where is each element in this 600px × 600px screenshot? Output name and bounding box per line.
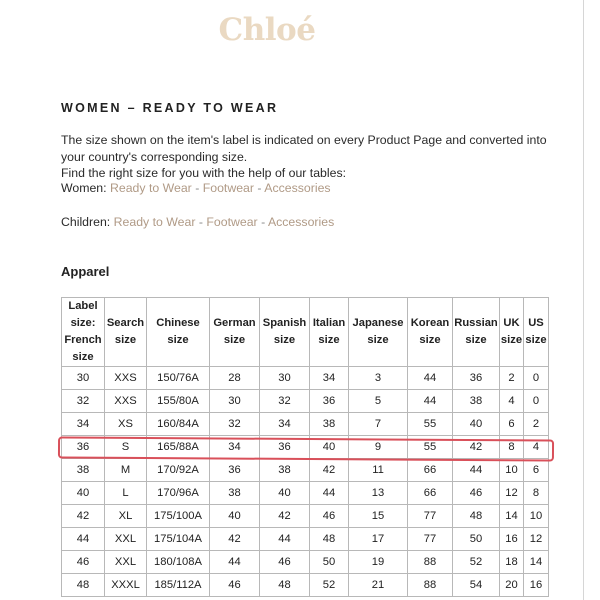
cell-us-size: 0 xyxy=(524,390,549,413)
cell-russian-size: 38 xyxy=(453,390,500,413)
cell-french-size: 36 xyxy=(62,436,105,459)
header-us-size: US size xyxy=(524,298,549,367)
cell-chinese-size: 180/108A xyxy=(147,551,210,574)
cell-italian-size: 50 xyxy=(310,551,349,574)
cell-japanese-size: 19 xyxy=(349,551,408,574)
cell-korean-size: 44 xyxy=(408,390,453,413)
cell-russian-size: 42 xyxy=(453,436,500,459)
cell-chinese-size: 175/100A xyxy=(147,505,210,528)
cell-search-size: XXL xyxy=(105,528,147,551)
cell-search-size: S xyxy=(105,436,147,459)
cell-search-size: XXXL xyxy=(105,574,147,597)
cell-spanish-size: 32 xyxy=(260,390,310,413)
cell-chinese-size: 170/96A xyxy=(147,482,210,505)
cell-spanish-size: 30 xyxy=(260,367,310,390)
cell-us-size: 10 xyxy=(524,505,549,528)
cell-search-size: L xyxy=(105,482,147,505)
women-links-prefix: Women: xyxy=(61,181,107,195)
link-separator: - xyxy=(257,181,262,195)
cell-korean-size: 77 xyxy=(408,505,453,528)
cell-german-size: 34 xyxy=(210,436,260,459)
cell-korean-size: 66 xyxy=(408,482,453,505)
children-link-footwear[interactable]: Footwear xyxy=(206,215,258,229)
cell-italian-size: 46 xyxy=(310,505,349,528)
table-row xyxy=(62,390,549,413)
header-french-size: Label size: French size xyxy=(62,298,105,367)
cell-uk-size: 8 xyxy=(500,436,524,459)
cell-japanese-size: 11 xyxy=(349,459,408,482)
cell-uk-size: 4 xyxy=(500,390,524,413)
link-separator: - xyxy=(195,181,200,195)
cell-chinese-size: 150/76A xyxy=(147,367,210,390)
cell-us-size: 12 xyxy=(524,528,549,551)
cell-uk-size: 2 xyxy=(500,367,524,390)
cell-russian-size: 48 xyxy=(453,505,500,528)
children-link-ready-to-wear[interactable]: Ready to Wear xyxy=(113,215,196,229)
cell-search-size: XXS xyxy=(105,390,147,413)
children-links xyxy=(61,215,334,229)
cell-spanish-size: 48 xyxy=(260,574,310,597)
cell-japanese-size: 7 xyxy=(349,413,408,436)
table-header-row xyxy=(62,298,549,367)
cell-spanish-size: 36 xyxy=(260,436,310,459)
cell-chinese-size: 170/92A xyxy=(147,459,210,482)
cell-korean-size: 55 xyxy=(408,436,453,459)
women-link-ready-to-wear[interactable]: Ready to Wear xyxy=(109,181,192,195)
cell-japanese-size: 13 xyxy=(349,482,408,505)
cell-german-size: 32 xyxy=(210,413,260,436)
table-row xyxy=(62,459,549,482)
cell-italian-size: 38 xyxy=(310,413,349,436)
women-link-accessories[interactable]: Accessories xyxy=(264,181,331,195)
cell-spanish-size: 42 xyxy=(260,505,310,528)
header-russian-size: Russian size xyxy=(453,298,500,367)
header-german-size: German size xyxy=(210,298,260,367)
cell-italian-size: 34 xyxy=(310,367,349,390)
table-row xyxy=(62,574,549,597)
table-row xyxy=(62,505,549,528)
cell-french-size: 44 xyxy=(62,528,105,551)
cell-french-size: 42 xyxy=(62,505,105,528)
cell-japanese-size: 3 xyxy=(349,367,408,390)
cell-uk-size: 12 xyxy=(500,482,524,505)
cell-us-size: 6 xyxy=(524,459,549,482)
children-links-prefix: Children: xyxy=(61,215,111,229)
cell-spanish-size: 34 xyxy=(260,413,310,436)
women-links xyxy=(61,181,331,195)
cell-japanese-size: 15 xyxy=(349,505,408,528)
cell-spanish-size: 38 xyxy=(260,459,310,482)
cell-spanish-size: 40 xyxy=(260,482,310,505)
cell-japanese-size: 21 xyxy=(349,574,408,597)
table-row xyxy=(62,413,549,436)
cell-german-size: 46 xyxy=(210,574,260,597)
cell-search-size: XXL xyxy=(105,551,147,574)
cell-japanese-size: 5 xyxy=(349,390,408,413)
cell-french-size: 40 xyxy=(62,482,105,505)
cell-korean-size: 66 xyxy=(408,459,453,482)
cell-german-size: 38 xyxy=(210,482,260,505)
cell-japanese-size: 9 xyxy=(349,436,408,459)
cell-uk-size: 20 xyxy=(500,574,524,597)
cell-us-size: 4 xyxy=(524,436,549,459)
cell-us-size: 0 xyxy=(524,367,549,390)
cell-italian-size: 42 xyxy=(310,459,349,482)
cell-russian-size: 54 xyxy=(453,574,500,597)
cell-korean-size: 44 xyxy=(408,367,453,390)
size-table xyxy=(61,297,549,597)
cell-russian-size: 50 xyxy=(453,528,500,551)
header-uk-size: UK size xyxy=(500,298,524,367)
cell-chinese-size: 155/80A xyxy=(147,390,210,413)
children-link-accessories[interactable]: Accessories xyxy=(267,215,335,229)
cell-german-size: 30 xyxy=(210,390,260,413)
table-row xyxy=(62,528,549,551)
link-separator: - xyxy=(198,215,203,229)
cell-spanish-size: 46 xyxy=(260,551,310,574)
cell-spanish-size: 44 xyxy=(260,528,310,551)
size-table-body xyxy=(62,367,549,597)
cell-chinese-size: 165/88A xyxy=(147,436,210,459)
cell-italian-size: 40 xyxy=(310,436,349,459)
cell-korean-size: 77 xyxy=(408,528,453,551)
cell-korean-size: 55 xyxy=(408,413,453,436)
table-row xyxy=(62,436,549,459)
cell-italian-size: 44 xyxy=(310,482,349,505)
cell-uk-size: 14 xyxy=(500,505,524,528)
cell-italian-size: 48 xyxy=(310,528,349,551)
table-row xyxy=(62,482,549,505)
cell-russian-size: 44 xyxy=(453,459,500,482)
cell-search-size: XL xyxy=(105,505,147,528)
header-italian-size: Italian size xyxy=(310,298,349,367)
section-title: WOMEN – READY TO WEAR xyxy=(61,101,279,115)
cell-us-size: 16 xyxy=(524,574,549,597)
cell-german-size: 36 xyxy=(210,459,260,482)
intro-line-2: Find the right size for you with the help of our tables: xyxy=(61,166,347,180)
cell-search-size: XS xyxy=(105,413,147,436)
cell-search-size: XXS xyxy=(105,367,147,390)
chloe-logo[interactable]: Chloé xyxy=(218,12,316,48)
cell-chinese-size: 175/104A xyxy=(147,528,210,551)
intro-text xyxy=(61,132,561,182)
cell-korean-size: 88 xyxy=(408,551,453,574)
cell-russian-size: 52 xyxy=(453,551,500,574)
table-row xyxy=(62,551,549,574)
cell-uk-size: 16 xyxy=(500,528,524,551)
header-spanish-size: Spanish size xyxy=(260,298,310,367)
apparel-heading: Apparel xyxy=(61,264,110,279)
cell-us-size: 8 xyxy=(524,482,549,505)
cell-italian-size: 52 xyxy=(310,574,349,597)
cell-german-size: 28 xyxy=(210,367,260,390)
header-search-size: Search size xyxy=(105,298,147,367)
cell-uk-size: 10 xyxy=(500,459,524,482)
header-korean-size: Korean size xyxy=(408,298,453,367)
cell-french-size: 34 xyxy=(62,413,105,436)
cell-russian-size: 46 xyxy=(453,482,500,505)
cell-french-size: 38 xyxy=(62,459,105,482)
cell-french-size: 46 xyxy=(62,551,105,574)
cell-us-size: 14 xyxy=(524,551,549,574)
cell-french-size: 32 xyxy=(62,390,105,413)
table-row xyxy=(62,367,549,390)
cell-german-size: 42 xyxy=(210,528,260,551)
cell-japanese-size: 17 xyxy=(349,528,408,551)
intro-line-1: The size shown on the item's label is indicated on every Product Page and converted into your country's corresponding size. xyxy=(61,133,547,164)
header-chinese-size: Chinese size xyxy=(147,298,210,367)
cell-french-size: 48 xyxy=(62,574,105,597)
cell-italian-size: 36 xyxy=(310,390,349,413)
link-separator: - xyxy=(261,215,266,229)
header-japanese-size: Japanese size xyxy=(349,298,408,367)
cell-german-size: 40 xyxy=(210,505,260,528)
cell-german-size: 44 xyxy=(210,551,260,574)
women-link-footwear[interactable]: Footwear xyxy=(202,181,254,195)
cell-chinese-size: 160/84A xyxy=(147,413,210,436)
cell-korean-size: 88 xyxy=(408,574,453,597)
cell-search-size: M xyxy=(105,459,147,482)
cell-uk-size: 18 xyxy=(500,551,524,574)
cell-us-size: 2 xyxy=(524,413,549,436)
cell-french-size: 30 xyxy=(62,367,105,390)
cell-uk-size: 6 xyxy=(500,413,524,436)
cell-russian-size: 36 xyxy=(453,367,500,390)
cell-chinese-size: 185/112A xyxy=(147,574,210,597)
cell-russian-size: 40 xyxy=(453,413,500,436)
